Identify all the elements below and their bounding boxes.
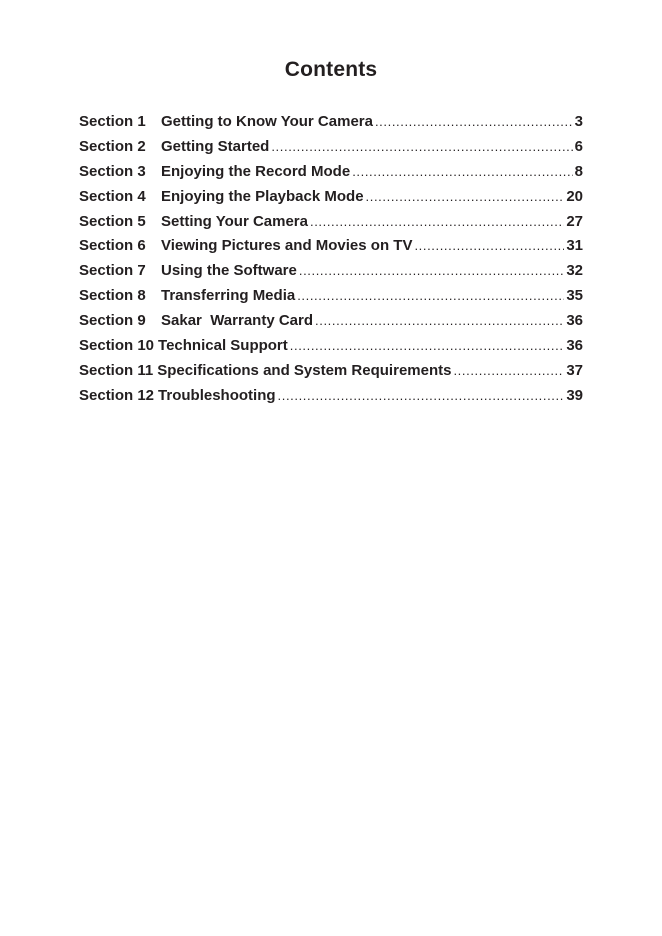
toc-section-heading: Setting Your Camera — [161, 212, 308, 230]
toc-section-number: Section 6 — [79, 237, 146, 255]
table-of-contents — [79, 113, 583, 412]
toc-dot-leader — [366, 189, 565, 204]
toc-page-number: 36 — [566, 312, 583, 330]
toc-dot-leader — [290, 338, 565, 353]
toc-page-number: 8 — [574, 162, 583, 180]
toc-page-number: 32 — [566, 262, 583, 280]
toc-page-number: 31 — [566, 237, 583, 255]
toc-section-number: Section 1 — [79, 113, 146, 130]
toc-section-number: Section 7 — [79, 262, 146, 280]
toc-page-number: 36 — [566, 337, 583, 355]
toc-entry — [79, 113, 583, 138]
toc-page-number: 35 — [566, 287, 583, 305]
toc-entry — [79, 163, 583, 188]
toc-entry — [79, 138, 583, 163]
toc-page-number: 20 — [566, 187, 583, 205]
toc-dot-leader — [453, 363, 564, 378]
page-title: Contents — [284, 58, 378, 81]
toc-section-number: Section 9 — [79, 312, 146, 330]
toc-entry — [79, 362, 583, 387]
toc-dot-leader — [375, 114, 573, 129]
toc-section-number: Section 12 — [79, 386, 155, 404]
toc-section-number: Section 8 — [79, 287, 146, 305]
toc-dot-leader — [315, 313, 564, 328]
toc-entry — [79, 287, 583, 312]
toc-section-heading: Using the Software — [161, 262, 297, 280]
toc-page-number: 39 — [566, 386, 583, 404]
toc-dot-leader — [278, 388, 565, 403]
toc-page-number: 3 — [574, 113, 583, 130]
toc-page-number: 6 — [574, 137, 583, 155]
toc-entry — [79, 312, 583, 337]
toc-section-heading: Enjoying the Record Mode — [161, 162, 351, 180]
toc-entry — [79, 262, 583, 287]
toc-page-number: 27 — [566, 212, 583, 230]
toc-section-heading: Enjoying the Playback Mode — [161, 187, 364, 205]
toc-entry — [79, 188, 583, 213]
toc-dot-leader — [414, 238, 564, 253]
toc-section-number: Section 3 — [79, 162, 146, 180]
toc-dot-leader — [297, 288, 564, 303]
toc-section-heading: Specifications and System Requirements — [157, 361, 452, 379]
toc-section-number: Section 11 — [79, 361, 154, 379]
toc-dot-leader — [271, 139, 572, 154]
toc-dot-leader — [352, 164, 572, 179]
toc-page-number: 37 — [566, 361, 583, 379]
toc-section-number: Section 4 — [79, 187, 146, 205]
toc-entry — [79, 237, 583, 262]
toc-section-number: Section 10 — [79, 337, 155, 355]
toc-entry — [79, 337, 583, 362]
toc-entry — [79, 213, 583, 238]
toc-section-heading: Getting Started — [161, 137, 270, 155]
toc-section-heading: Technical Support — [158, 337, 288, 355]
toc-dot-leader — [299, 263, 564, 278]
toc-section-heading: Getting to Know Your Camera — [161, 113, 373, 130]
toc-section-heading: Troubleshooting — [158, 386, 276, 404]
toc-section-heading: Transferring Media — [161, 287, 296, 305]
toc-section-number: Section 5 — [79, 212, 146, 230]
toc-section-heading: Viewing Pictures and Movies on TV — [161, 237, 413, 255]
toc-section-heading: Sakar Warranty Card — [161, 312, 314, 330]
toc-dot-leader — [310, 214, 564, 229]
toc-entry — [79, 387, 583, 412]
toc-section-number: Section 2 — [79, 137, 146, 155]
